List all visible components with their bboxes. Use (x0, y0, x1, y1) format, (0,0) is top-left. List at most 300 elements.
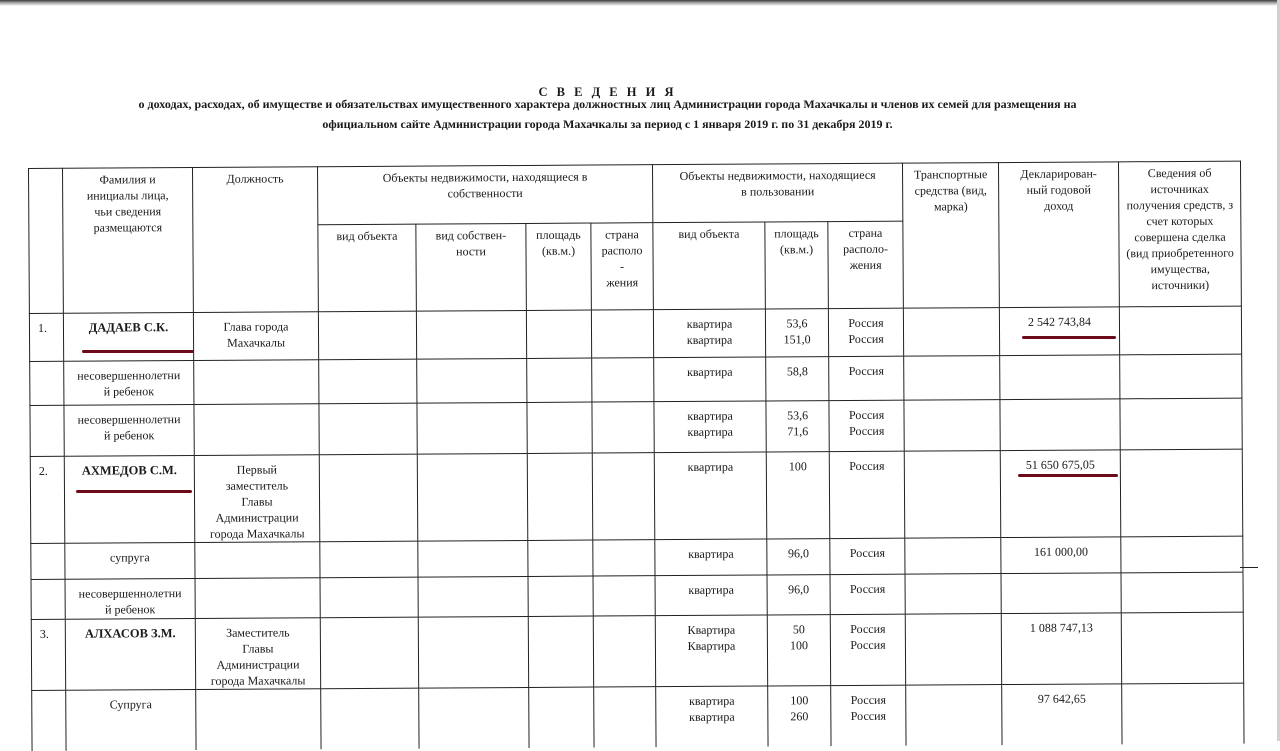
cell-text (1002, 307, 1117, 330)
cell-text-line: вид объекта (320, 228, 413, 245)
row-used-area (766, 401, 829, 452)
cell-text-line: Россия (833, 621, 903, 637)
cell-text (831, 401, 901, 439)
cell-text (195, 167, 315, 187)
cell-text (655, 164, 900, 200)
cell-text-line: - (594, 258, 651, 274)
cell-text-line: ный годовой (1001, 181, 1116, 198)
cell-text (320, 165, 650, 202)
cell-text-line: страна (593, 226, 650, 242)
cell-text (196, 404, 316, 411)
row-used-country (830, 538, 905, 574)
row-used-type (656, 686, 768, 747)
cell-text-line: квартира (657, 459, 764, 476)
cell-text (831, 309, 901, 347)
row-position (193, 312, 318, 361)
row-num (29, 313, 63, 361)
row-owned-area (528, 576, 593, 616)
row-used-area (767, 615, 830, 686)
cell-text (656, 402, 763, 441)
cell-text-line: Декларирован- (1001, 165, 1116, 182)
row-owned-country (592, 358, 654, 402)
row-owned-type (320, 541, 418, 578)
cell-text (767, 222, 825, 257)
header-num (29, 168, 64, 313)
cell-text-line: 161 000,00 (1003, 543, 1118, 560)
cell-text-line: источники) (1122, 277, 1239, 294)
row-income (1001, 537, 1121, 574)
cell-text-line: квартира (658, 582, 765, 599)
cell-text (38, 314, 61, 336)
row-owned-country (592, 402, 654, 453)
cell-text-line: жения (594, 274, 651, 290)
row-sources (1119, 306, 1241, 355)
cell-text-line (196, 366, 316, 367)
row-income (1000, 355, 1120, 400)
cell-text-line: (кв.м.) (528, 243, 588, 259)
cell-text (905, 163, 996, 215)
header-sources (1119, 161, 1242, 307)
cell-text (1004, 613, 1119, 636)
cell-text-line: квартира (657, 424, 764, 441)
cell-text (1003, 399, 1118, 406)
table-row (32, 683, 1244, 750)
cell-text-line: 53,6 (769, 407, 827, 423)
cell-text (769, 539, 827, 561)
cell-text-line: й ребенок (67, 427, 192, 444)
cell-text (1121, 162, 1239, 294)
row-used-type (654, 401, 766, 453)
cell-text-line: квартира (656, 332, 763, 349)
cell-text-line: Россия (832, 423, 902, 439)
cell-text-line: марка) (905, 198, 996, 215)
cell-text-line: 96,0 (769, 545, 827, 561)
cell-text-line: ДАДАЕВ С.К. (66, 319, 191, 336)
cell-text (832, 539, 902, 561)
cell-text (198, 618, 318, 689)
cell-text-line: Россия (833, 637, 903, 653)
cell-text-line: Супруга (68, 696, 193, 713)
row-owned-type (318, 311, 416, 360)
header-used-type (653, 222, 766, 310)
cell-text-line: 58,8 (768, 363, 826, 379)
cell-text-line: супруга (67, 549, 192, 566)
row-sources (1121, 612, 1243, 684)
row-num (30, 405, 64, 456)
table-row (29, 306, 1241, 361)
highlight-underline-income-1 (1022, 336, 1116, 339)
cell-text-line: Россия (833, 692, 903, 708)
cell-text-line: совершена сделка (1121, 229, 1238, 246)
row-owned-type (319, 403, 417, 455)
cell-text-line: чьи сведения (65, 203, 190, 220)
cell-text-line: квартира (657, 408, 764, 425)
cell-text-line: Главы (197, 493, 317, 510)
cell-text (1004, 573, 1119, 580)
cell-text-line: несовершеннолетни (68, 585, 193, 602)
cell-text (197, 542, 317, 549)
cell-text-line: источниках (1121, 181, 1238, 198)
cell-text (528, 224, 588, 259)
cell-text-line: й ребенок (66, 383, 191, 400)
cell-text (40, 620, 63, 642)
row-used-type (655, 539, 767, 576)
row-used-type (653, 309, 765, 358)
cell-text-line: получения средств, з (1121, 197, 1238, 214)
cell-text-line: Глава города (196, 318, 316, 335)
row-transport (905, 538, 1001, 575)
row-owned-ownership (419, 687, 529, 748)
cell-text-line: квартира (656, 364, 763, 381)
cell-text-line: 1. (38, 320, 61, 336)
row-num (30, 456, 65, 543)
row-used-area (765, 309, 828, 357)
row-position (195, 578, 320, 619)
row-transport (904, 451, 1001, 539)
row-name (65, 542, 195, 579)
row-transport (903, 308, 999, 357)
scan-top-edge (0, 0, 1280, 6)
cell-text (657, 540, 764, 563)
cell-text-line: Должность (195, 170, 315, 187)
cell-text (658, 616, 765, 655)
row-used-country (831, 685, 906, 745)
row-position (194, 360, 319, 405)
cell-text (68, 619, 193, 642)
cell-text-line (1002, 361, 1117, 362)
cell-text (833, 686, 903, 724)
cell-text-line: располо (593, 242, 650, 258)
cell-text-line: Администрации (197, 509, 317, 526)
row-num (31, 579, 65, 619)
row-name (64, 455, 195, 543)
row-used-type (654, 357, 766, 402)
cell-text (769, 452, 827, 474)
cell-text-line: 3. (40, 626, 63, 642)
row-owned-country (594, 687, 656, 747)
cell-text-line (198, 695, 318, 696)
cell-text (770, 686, 828, 724)
cell-text-line: 96,0 (770, 581, 828, 597)
row-used-country (829, 400, 904, 451)
table-row (31, 612, 1243, 690)
row-position (196, 689, 321, 750)
cell-text-line: квартира (658, 709, 765, 726)
cell-text (657, 453, 764, 476)
row-transport (906, 685, 1002, 746)
cell-text-line: Россия (833, 581, 903, 597)
table-row (30, 449, 1243, 543)
cell-text-line: АХМЕДОВ С.М. (67, 462, 192, 479)
row-owned-country (593, 616, 655, 687)
cell-text (39, 544, 62, 550)
cell-text (656, 358, 763, 381)
header-row-1 (29, 161, 1241, 226)
row-owned-area (526, 310, 591, 358)
cell-text (39, 457, 62, 479)
cell-text (38, 362, 61, 368)
row-owned-ownership (418, 540, 528, 577)
row-owned-area (528, 540, 593, 576)
header-transport (903, 163, 1000, 309)
cell-text-line: площадь (528, 227, 588, 243)
row-used-area (766, 357, 829, 401)
row-name (64, 404, 194, 456)
row-owned-area (527, 402, 592, 453)
row-owned-country (593, 576, 655, 616)
row-owned-country (592, 453, 655, 540)
cell-text-line: в пользовании (655, 183, 900, 200)
row-owned-ownership (417, 358, 527, 403)
cell-text (68, 690, 193, 713)
cell-text-line: 2 542 743,84 (1002, 313, 1117, 330)
cell-text-line: квартира (658, 693, 765, 710)
row-owned-type (319, 454, 418, 542)
document-subtitle-line1: о доходах, расходах, об имуществе и обязательствах имущественного характера должностных лиц Администрации города Махачкалы и членов их семей для размещения на (0, 97, 1215, 112)
table-row (30, 398, 1242, 456)
cell-text-line: площадь (767, 225, 825, 241)
table-body (29, 306, 1244, 750)
document-subtitle-line2: официальном сайте Администрации города Махачкалы за период с 1 января 2019 г. по 31 декабря 2019 г. (0, 117, 1215, 132)
row-owned-area (527, 358, 592, 402)
header-used-country (828, 221, 904, 308)
cell-text-line: Россия (832, 458, 902, 474)
cell-text (1001, 162, 1116, 214)
cell-text (66, 361, 191, 400)
disclosure-table-wrap (28, 161, 1244, 751)
highlight-underline-income-2 (1018, 474, 1118, 477)
cell-text-line: ности (418, 243, 523, 260)
row-used-country (829, 451, 905, 538)
row-name (66, 689, 196, 750)
cell-text (593, 223, 650, 290)
row-used-area (766, 452, 830, 539)
row-sources (1122, 683, 1244, 744)
row-income (1000, 450, 1121, 538)
cell-text (770, 575, 828, 597)
header-used-area (765, 222, 829, 309)
cell-text-line: Заместитель (198, 624, 318, 641)
cell-text-line: Россия (833, 708, 903, 724)
cell-text-line: 53,6 (768, 315, 826, 331)
row-used-country (830, 614, 905, 685)
cell-text-line: Администрации (198, 656, 318, 673)
cell-text-line: й ребенок (68, 601, 193, 618)
cell-text (40, 691, 63, 697)
row-used-area (767, 575, 830, 615)
cell-text-line: Объекты недвижимости, находящиеся (655, 167, 900, 184)
cell-text (1002, 355, 1117, 362)
cell-text-line: Сведения об (1121, 165, 1238, 182)
cell-text-line: Россия (832, 407, 902, 423)
cell-text (66, 405, 191, 444)
cell-text (658, 687, 765, 726)
cell-text-line: средства (вид, (905, 182, 996, 199)
cell-text-line: несовершеннолетни (66, 367, 191, 384)
cell-text-line: Фамилия и (65, 171, 190, 188)
cell-text-line (198, 584, 318, 585)
row-income (1000, 399, 1120, 451)
row-owned-type (321, 688, 419, 749)
cell-text-line: (вид приобретенного (1122, 245, 1239, 262)
cell-text-line: 50 (770, 621, 828, 637)
cell-text (68, 579, 193, 618)
row-owned-country (593, 540, 655, 576)
cell-text (38, 406, 61, 412)
row-position (194, 455, 320, 543)
cell-text-line: располо- (831, 241, 901, 257)
row-used-type (654, 452, 767, 540)
row-transport (905, 574, 1001, 615)
cell-text-line: размещаются (65, 219, 190, 236)
cell-text-line: города Махачкалы (197, 525, 317, 542)
row-sources (1121, 572, 1243, 613)
cell-text (66, 313, 191, 336)
cell-text (768, 357, 826, 379)
cell-text (418, 224, 523, 260)
cell-text (65, 168, 190, 236)
header-owned-group (317, 165, 652, 225)
cell-text-line: Транспортные (905, 166, 996, 183)
row-owned-type (319, 359, 417, 404)
cell-text-line: 100 (770, 692, 828, 708)
row-name (65, 618, 195, 690)
cell-text-line: 97 642,65 (1004, 690, 1119, 707)
cell-text-line: АЛХАСОВ З.М. (68, 625, 193, 642)
cell-text (655, 223, 762, 243)
cell-text-line: города Махачкалы (198, 672, 318, 689)
cell-text (831, 357, 901, 379)
cell-text-line: инициалы лица, (65, 187, 190, 204)
row-num (32, 690, 66, 750)
cell-text (197, 455, 318, 542)
header-position (192, 167, 318, 313)
cell-text-line: 2. (39, 463, 62, 479)
row-income (1002, 684, 1122, 745)
cell-text-line (196, 410, 316, 411)
cell-text-line: квартира (657, 546, 764, 563)
row-used-country (830, 574, 905, 614)
cell-text-line: Махачкалы (196, 334, 316, 351)
row-position (194, 404, 319, 456)
row-owned-ownership (418, 576, 528, 617)
cell-text (833, 575, 903, 597)
row-sources (1120, 449, 1243, 537)
cell-text (1004, 684, 1119, 707)
cell-text-line: Квартира (658, 622, 765, 639)
cell-text-line: вид объекта (655, 226, 762, 243)
row-owned-ownership (417, 453, 528, 541)
row-name (65, 578, 195, 619)
row-owned-ownership (417, 402, 527, 454)
cell-text (67, 543, 192, 566)
row-position (195, 542, 320, 579)
cell-text (1003, 537, 1118, 560)
row-owned-area (528, 616, 593, 687)
cell-text (198, 689, 318, 696)
cell-text-line: Главы (198, 640, 318, 657)
header-owned-country (591, 223, 654, 310)
cell-text (832, 452, 902, 474)
row-used-country (828, 308, 903, 356)
cell-text-line: счет которых (1121, 213, 1238, 230)
row-income (1001, 613, 1121, 685)
cell-text (768, 401, 826, 439)
row-owned-area (527, 453, 593, 540)
cell-text-line: (кв.м.) (768, 241, 826, 257)
row-transport (904, 400, 1000, 452)
cell-text (320, 225, 413, 245)
row-num (31, 543, 65, 579)
cell-text-line: 51 650 675,05 (1003, 456, 1118, 473)
cell-text-line: собственности (320, 184, 650, 202)
cell-text (67, 456, 192, 479)
document-title: С В Е Д Е Н И Я (0, 85, 1215, 100)
cell-text-line: Россия (831, 315, 901, 331)
cell-text-line: доход (1001, 197, 1116, 214)
cell-text (768, 309, 826, 347)
cell-text (770, 615, 828, 653)
row-owned-area (529, 687, 594, 747)
cell-text (196, 312, 316, 351)
cell-text (830, 222, 900, 273)
header-name (63, 167, 194, 313)
cell-text-line: 71,6 (769, 423, 827, 439)
cell-text-line: Россия (831, 363, 901, 379)
cell-text-line: вид собствен- (418, 227, 523, 244)
row-sources (1120, 398, 1242, 450)
header-owned-ownership (416, 223, 527, 311)
highlight-underline-name-2 (76, 490, 192, 493)
row-transport (905, 614, 1001, 686)
row-used-area (767, 539, 830, 575)
header-used-group (653, 163, 903, 223)
row-used-type (655, 615, 767, 687)
cell-text-line: несовершеннолетни (66, 411, 191, 428)
row-income (1001, 573, 1121, 614)
cell-text-line: жения (831, 257, 901, 273)
highlight-underline-name-1 (82, 350, 194, 353)
cell-text-line: Россия (832, 545, 902, 561)
cell-text-line: Квартира (658, 638, 765, 655)
cell-text (196, 360, 316, 367)
row-owned-ownership (416, 310, 526, 359)
cell-text (658, 576, 765, 599)
row-used-country (829, 356, 904, 400)
cell-text-line: Первый (197, 461, 317, 478)
cell-text-line: 151,0 (768, 331, 826, 347)
row-used-type (655, 575, 767, 616)
cell-text-line: заместитель (197, 477, 317, 494)
cell-text-line: 100 (770, 637, 828, 653)
row-owned-type (320, 577, 418, 618)
cell-text-line: Россия (831, 331, 901, 347)
cell-text (656, 310, 763, 349)
row-transport (904, 356, 1000, 401)
cell-text-line (1003, 405, 1118, 406)
cell-text (40, 580, 63, 586)
cell-text-line: 1 088 747,13 (1004, 619, 1119, 636)
row-sources (1120, 354, 1242, 399)
cell-text-line (1004, 579, 1119, 580)
cell-text-line: страна (830, 225, 900, 241)
row-name (64, 360, 194, 405)
row-sources (1121, 536, 1243, 573)
cell-text-line: квартира (656, 316, 763, 333)
cell-text (833, 615, 903, 653)
cell-text-line (197, 548, 317, 549)
stray-scan-line (1240, 567, 1258, 568)
